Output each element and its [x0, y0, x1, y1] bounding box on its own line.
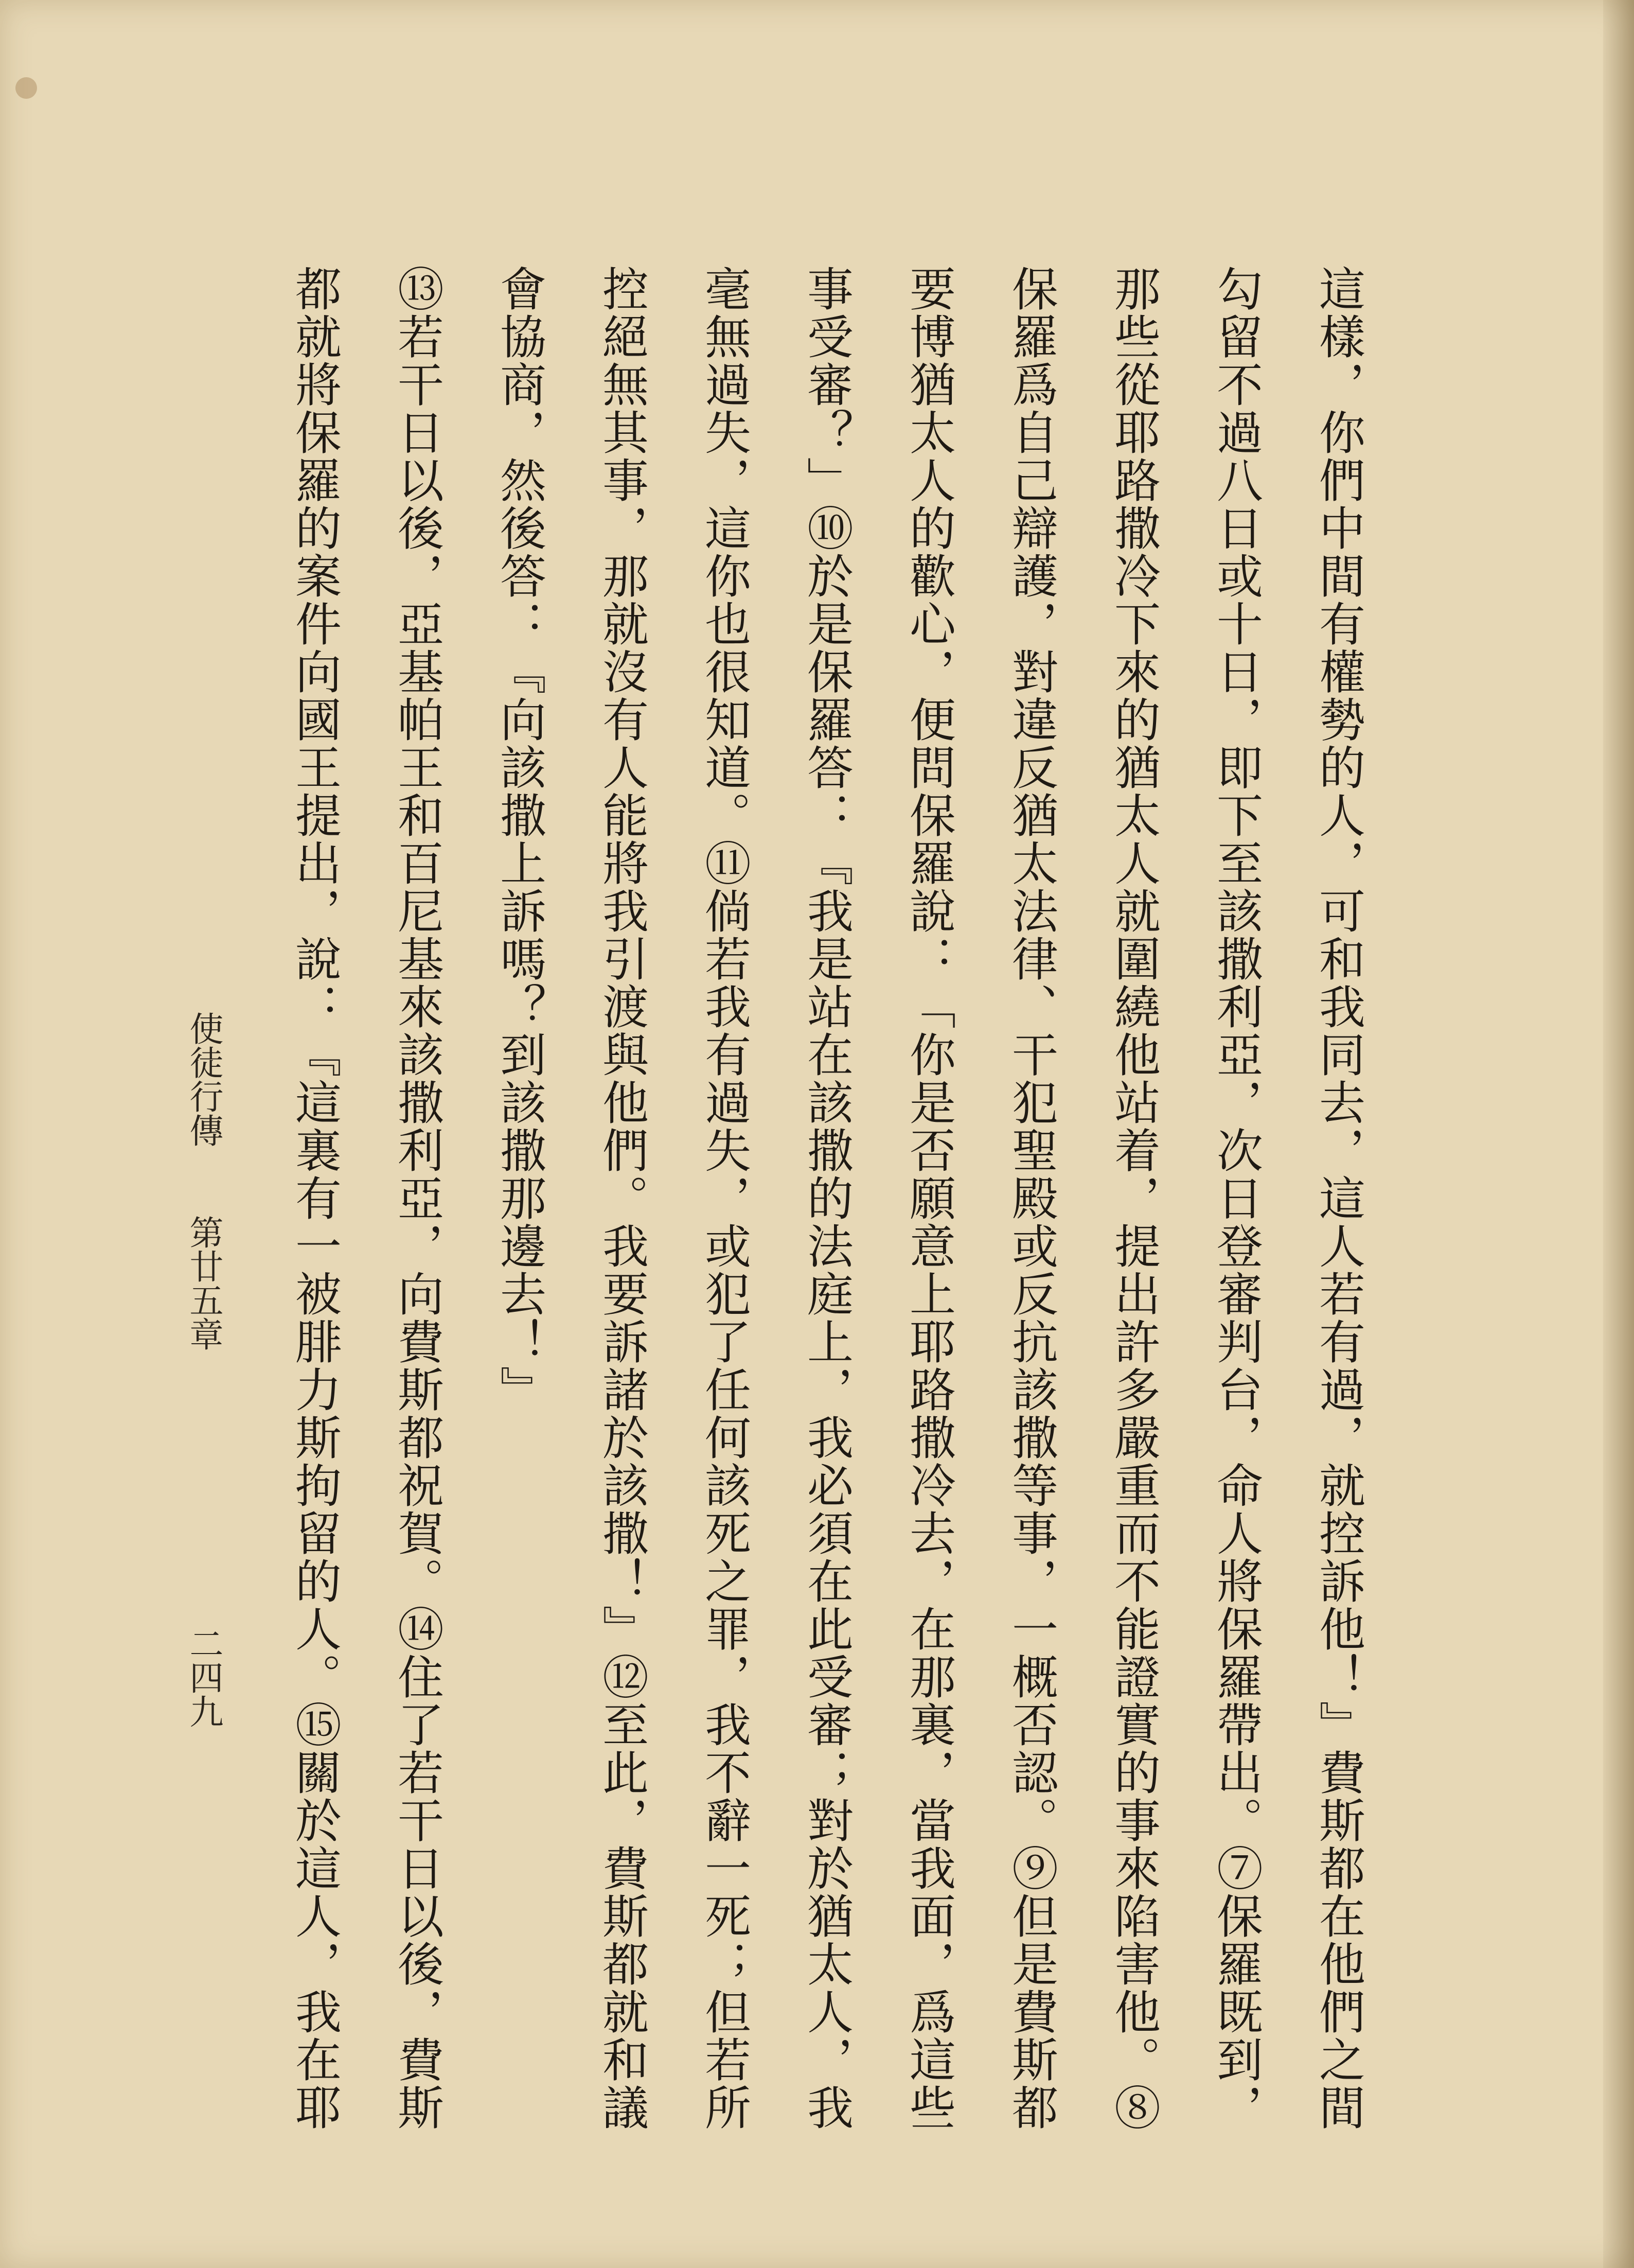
paper-stain — [15, 77, 37, 99]
scripture-body-text: 這樣，你們中間有權勢的人，可和我同去，這人若有過，就控訴他！』費斯都在他們之間勾留不過八日或十日，即下至該撒利亞，次日登審判台，命人將保羅帶出。⑦保羅既到，那些從耶路撒冷下來的猶太人就圍繞他站着，提出許多嚴重而不能證實的事來陷害他。⑧保羅爲自己辯護，對違反猶太法律、干犯聖殿或反抗該撒等事，一概否認。⑨但是費斯都要博猶太人的歡心，便問保羅說：「你是否願意上耶路撒冷去，在那裏，當我面，爲這些事受審？」⑩於是保羅答：『我是站在該撒的法庭上，我必須在此受審；對於猶太人，我毫無過失，這你也很知道。⑪倘若我有過失，或犯了任何該死之罪，我不辭一死；但若所控絕無其事，那就沒有人能將我引渡與他們。我要訴諸於該撒！』⑫至此，費斯都就和議會協商，然後答：『向該撒上訴嗎？到該撒那邊去！』 ⑬若干日以後，亞基帕王和百尼基來該撒利亞，向費斯都祝賀。⑭住了若干日以後，費斯都就將保羅的案件向國王提出，說：『這裏有一被腓力斯拘留的人。⑮關於這人，我在耶 — [287, 265, 1365, 2132]
page-edge-shadow — [1603, 0, 1634, 2268]
running-head: 使徒行傳 第廿五章 — [184, 1011, 223, 1351]
page-number: 二四九 — [184, 1626, 223, 1728]
